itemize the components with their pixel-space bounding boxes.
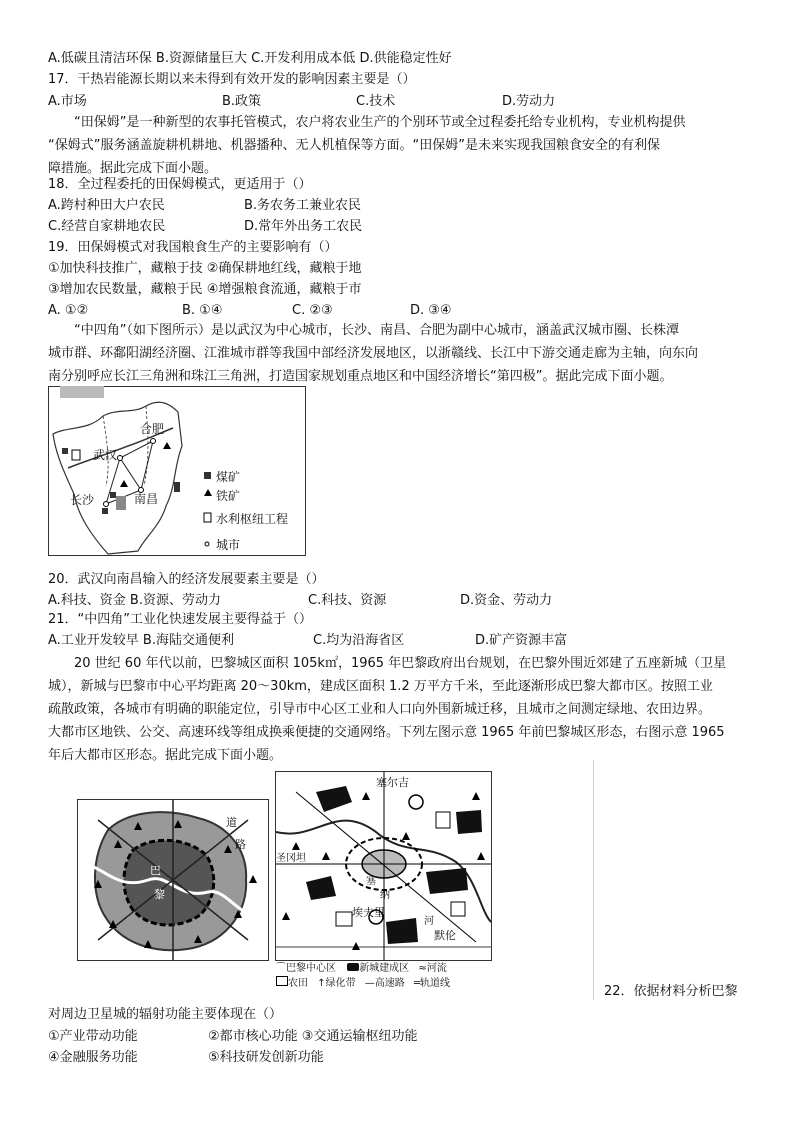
q21-stem: 21．“中四角”工业化快速发展主要得益于（） [48,612,313,627]
paris-map-left-graphic [78,800,268,960]
q17-option-a: A.市场 [48,94,87,109]
river-label-1: 塞 [366,876,376,887]
new-town-icon [347,963,359,971]
q20-option-ab: A.科技、资金 B.资源、劳动力 [48,593,221,608]
legend-water-project: 水利枢纽工程 [216,512,289,526]
q22-stem-part1: 22．依据材料分析巴黎 [604,984,738,999]
legend-iron: 铁矿 [216,489,241,503]
river-icon: ≈ [418,963,427,974]
q18-option-d: D.常年外出务工农民 [244,219,363,234]
q19-option-c: C. ②③ [292,303,333,318]
q19-option-a: A. ①② [48,303,89,318]
passage-line: 疏散政策，各城市有明确的职能定位，引导市中心区工业和人口向外围新城迁移，且城市之间测定绿地、农田边界。 [48,702,712,717]
dashed-boundary-icon: ⌒ [276,963,286,974]
legend-coal: 煤矿 [216,470,241,484]
passage-line: “田保姆”是一种新型的农事托管模式，农户将农业生产的个别环节或全过程委托给专业机构，专业机构提供 [74,115,686,130]
label-saint-quentin: 圣冈坦 [276,853,306,864]
q17-option-c: C.技术 [356,94,396,109]
passage-line: 南分别呼应长江三角洲和珠江三角洲，打造国家规划重点地区和中国经济增长“第四极”。据此完成下面小题。 [48,369,673,384]
zhongsijiao-map [48,386,306,556]
q18-option-b: B.务农务工兼业农民 [244,198,362,213]
legend-river: 河流 [426,963,447,974]
column-divider [593,760,594,1000]
city-label-nanchang: 南昌 [134,492,159,506]
passage-zhongsijiao [48,319,748,388]
q22-item-1: ①产业带动功能 [48,1029,138,1044]
legend-city: 城市 [216,538,241,552]
passage-line: 年后大都市区形态。据此完成下面小题。 [48,748,283,763]
q18-stem: 18．全过程委托的田保姆模式，更适用于（） [48,177,312,192]
q17-option-b: B.政策 [222,94,262,109]
q22-item-5: ⑤科技研发创新功能 [208,1050,324,1065]
q18-option-c: C.经营自家耕地农民 [48,219,166,234]
q22-item-2-3: ②都市核心功能 ③交通运输枢纽功能 [208,1029,418,1044]
q19-items-2: ③增加农民数量，藏粮于民 ④增强粮食流通，藏粮于市 [48,282,362,297]
highway-icon: — [364,978,375,989]
label-melun: 默伦 [434,929,456,942]
q17-option-d: D.劳动力 [502,94,556,109]
river-label-3: 河 [424,916,434,927]
q19-option-d: D. ③④ [410,303,452,318]
passage-line: 20 世纪 60 年代以前，巴黎城区面积 105k㎡，1965 年巴黎政府出台规划，在巴黎外围近郊建了五座新城（卫星 [74,656,727,671]
q17-stem: 17．干热岩能源长期以来未得到有效开发的影响因素主要是（） [48,72,416,87]
paris-label-2: 黎 [154,888,165,901]
q16-options: A.低碳且清洁环保 B.资源储量巨大 C.开发利用成本低 D.供能稳定性好 [48,51,452,66]
legend-center: 巴黎中心区 [286,963,336,974]
passage-line: 障措施。据此完成下面小题。 [48,161,218,176]
passage-line: 城市群、环鄱阳湖经济圈、江淮城市群等我国中部经济发展地区，以浙赣线、长江中下游交通走廊为主轴，向东向 [48,346,699,361]
q20-stem: 20．武汉向南昌输入的经济发展要素主要是（） [48,572,325,587]
legend-rail: 轨道线 [419,978,450,989]
legend-greenbelt: 绿化带 [325,978,356,989]
passage-line: 大都市区地铁、公交、高速环线等组成换乘便捷的交通网络。下列左图示意 1965 年前巴黎城区形态，右图示意 1965 [48,725,725,740]
q18-option-a: A.跨村种田大户农民 [48,198,165,213]
rail-icon: ═ [413,978,420,989]
road-label-1: 道 [226,816,237,829]
city-label-changsha: 长沙 [70,493,95,507]
passage-tianbaomu [48,111,748,180]
farmland-icon [276,976,288,986]
paris-map-right-graphic [276,772,491,960]
q22-stem-part2: 对周边卫星城的辐射功能主要体现在（） [48,1007,283,1022]
label-cergy: 塞尔吉 [376,776,409,789]
paris-label-1: 巴 [150,864,161,877]
paris-map-legend [276,962,491,991]
zhongsijiao-map-graphic [48,386,306,556]
legend-farmland: 农田 [288,978,308,989]
q20-option-d: D.资金、劳动力 [460,593,553,608]
city-label-hefei: 合肥 [140,422,165,436]
passage-line: “保姆式”服务涵盖旋耕机耕地、机器播种、无人机植保等方面。“田保姆”是未来实现我国粮食安全的有利保 [48,138,660,153]
paris-map-after-1965 [275,771,492,961]
passage-line: “中四角”（如下图所示）是以武汉为中心城市，长沙、南昌、合肥为副中心城市，涵盖武汉城市圈、长株潭 [74,323,679,338]
label-evry: 埃夫里 [352,906,385,919]
road-label-2: 路 [235,838,246,851]
q21-option-d: D.矿产资源丰富 [475,633,568,648]
q22-item-4: ④金融服务功能 [48,1050,138,1065]
q19-option-b: B. ①④ [182,303,223,318]
q19-items-1: ①加快科技推广，藏粮于技 ②确保耕地红线，藏粮于地 [48,261,362,276]
greenbelt-icon: ↑ [317,978,326,989]
paris-map-before-1965 [77,799,269,961]
passage-paris [48,652,748,767]
city-label-wuhan: 武汉 [93,448,118,462]
legend-new-town: 新城建成区 [359,963,410,974]
passage-line: 城），新城与巴黎市中心平均距离 20～30km，建成区面积 1.2 万平方千米，至此逐渐形成巴黎大都市区。按照工业 [48,679,713,694]
q19-stem: 19．田保姆模式对我国粮食生产的主要影响有（） [48,240,338,255]
q21-option-c: C.均为沿海省区 [313,633,405,648]
legend-highway: 高速路 [374,978,405,989]
q21-option-ab: A.工业开发较早 B.海陆交通便利 [48,633,234,648]
q20-option-c: C.科技、资源 [308,593,387,608]
river-label-2: 纳 [380,890,390,901]
